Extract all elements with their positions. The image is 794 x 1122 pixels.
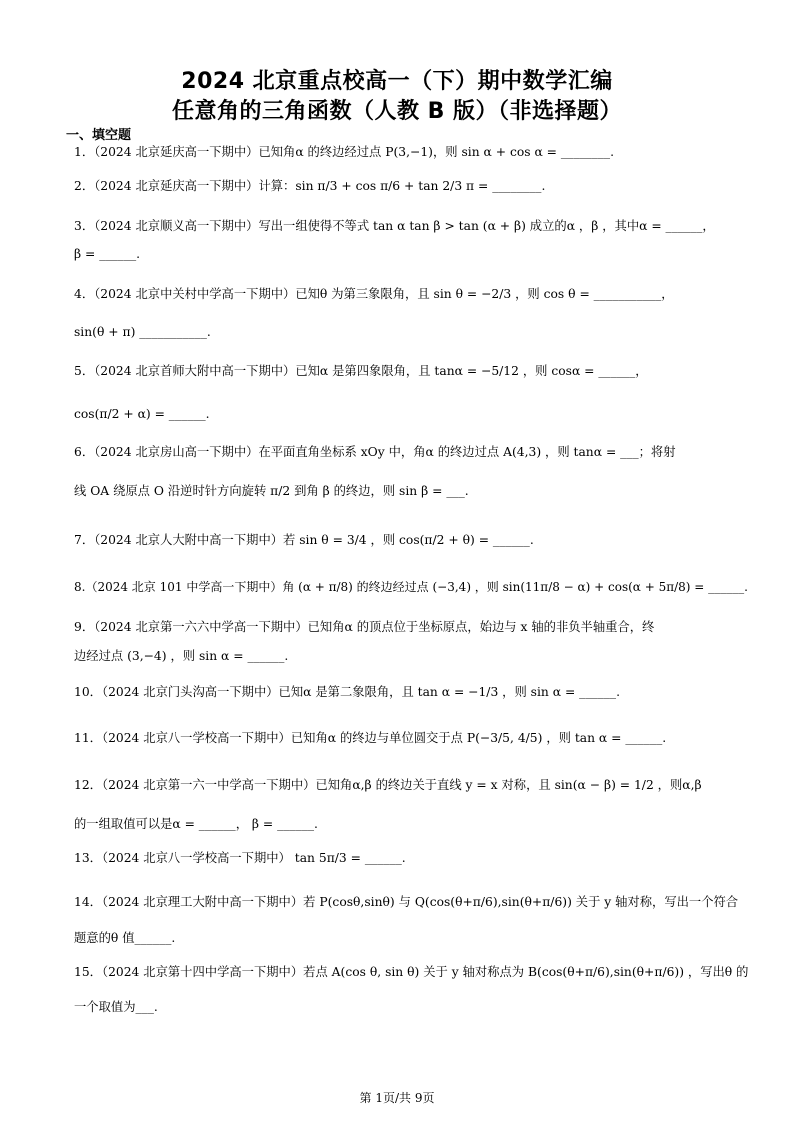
- document-title-line-2: 任意角的三角函数（人教 B 版）（非选择题）: [171, 99, 623, 124]
- page-footer: 第 1页/共 9页: [359, 1091, 435, 1105]
- question-15-line-2: 一个取值为___.: [74, 1000, 158, 1014]
- question-12-line-1: 12．（2024 北京第一六一中学高一下期中）已知角α,β 的终边关于直线 y = x 对称，且 sin(α − β) = 1/2 ，则α,β: [74, 778, 702, 792]
- question-9-line-1: 9．（2024 北京第一六六中学高一下期中）已知角α 的顶点位于坐标原点，始边与 x 轴的非负半轴重合，终: [74, 620, 655, 634]
- question-4-line-2: sin(θ + π) ___________.: [74, 325, 211, 339]
- question-5-line-1: 5．（2024 北京首师大附中高一下期中）已知α 是第四象限角，且 tanα = −5/12 ，则 cosα = ______，: [74, 364, 648, 378]
- question-11-line-1: 11．（2024 北京八一学校高一下期中）已知角α 的终边与单位圆交于点 P(−3/5, 4/5) ，则 tan α = ______.: [74, 731, 667, 745]
- question-6-line-2: 线 OA 绕原点 O 沿逆时针方向旋转 π/2 到角 β 的终边，则 sin β = ___.: [74, 484, 469, 498]
- question-14-line-2: 题意的θ 值______.: [74, 931, 176, 945]
- question-9-line-2: 边经过点 (3,−4) ，则 sin α = ______.: [74, 649, 289, 663]
- question-2-line-1: 2．（2024 北京延庆高一下期中）计算：sin π/3 + cos π/6 + tan 2/3 π = ________.: [74, 179, 546, 193]
- question-13-line-1: 13．（2024 北京八一学校高一下期中） tan 5π/3 = ______.: [74, 851, 406, 865]
- question-8-line-1: 8.（2024 北京 101 中学高一下期中）角 (α + π/8) 的终边经过点 (−3,4) ，则 sin(11π/8 − α) + cos(α + 5π/8) = ______.: [74, 580, 748, 594]
- question-14-line-1: 14．（2024 北京理工大附中高一下期中）若 P(cosθ,sinθ) 与 Q(cos(θ+π/6),sin(θ+π/6)) 关于 y 轴对称，写出一个符合: [74, 895, 739, 909]
- question-3-line-2: β = ______.: [74, 247, 141, 261]
- question-15-line-1: 15．（2024 北京第十四中学高一下期中）若点 A(cos θ, sin θ) 关于 y 轴对称点为 B(cos(θ+π/6),sin(θ+π/6)) ，写出θ 的: [74, 965, 749, 979]
- question-10-line-1: 10．（2024 北京门头沟高一下期中）已知α 是第二象限角，且 tan α = −1/3 ，则 sin α = ______.: [74, 685, 620, 699]
- question-4-line-1: 4．（2024 北京中关村中学高一下期中）已知θ 为第三象限角，且 sin θ = −2/3 ，则 cos θ = ___________，: [74, 287, 674, 301]
- question-12-line-2: 的一组取值可以是α = ______， β = ______.: [74, 817, 318, 831]
- question-6-line-1: 6．（2024 北京房山高一下期中）在平面直角坐标系 xOy 中，角α 的终边过点 A(4,3) ，则 tanα = ___；将射: [74, 445, 676, 459]
- question-3-line-1: 3．（2024 北京顺义高一下期中）写出一组使得不等式 tan α tan β > tan (α + β) 成立的α ，β ，其中α = ______，: [74, 219, 715, 233]
- question-5-line-2: cos(π/2 + α) = ______.: [74, 407, 210, 421]
- question-1-line-1: 1．（2024 北京延庆高一下期中）已知角α 的终边经过点 P(3,−1)，则 sin α + cos α = ________.: [74, 145, 614, 159]
- section-heading: 一、填空题: [66, 128, 132, 143]
- document-title-line-1: 2024 北京重点校高一（下）期中数学汇编: [181, 69, 613, 94]
- question-7-line-1: 7．（2024 北京人大附中高一下期中）若 sin θ = 3/4 ，则 cos(π/2 + θ) = ______.: [74, 533, 534, 547]
